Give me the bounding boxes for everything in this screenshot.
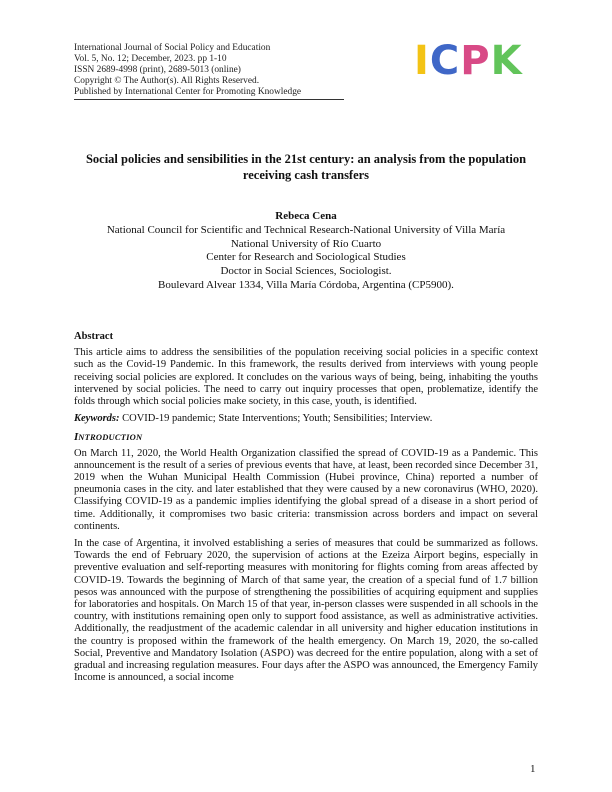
keywords [74,413,538,425]
author-affiliation: National University of Río Cuarto [230,237,382,250]
keywords-text: COVID-19 pandemic; State Interventions; Youth; Sensibilities; Interview. [119,413,433,425]
abstract-heading: Abstract [74,331,114,342]
page-number: 1 [530,763,536,775]
logo-letter-c: C [429,38,461,84]
intro-paragraph: In the case of Argentina, it involved establishing a series of measures that could be summarized as follows. Towards the end of February 2020, the supervision of actions at the Ezeiza Airport begins, especially in preventive evaluation and self-reporting measures with monitoring for flights coming from areas affected by COVID-19. Towards the beginning of March of that same year, the creation of a special fund of 1.7 billion pesos was announced with the purpose of strengthening the possibilities of acquiring equipment and supplies for laboratories and hospitals. On March 15 of that year, in-person classes were suspended in all schools in the country, with institutions remaining open only to support food assistance, as well as administrative activities. Additionally, the readjustment of the academic calendar in all university and higher education institutions in the country is proposed within the framework of the health emergency. On March 19, 2020, the so-called Social, Preventive and Mandatory Isolation (ASPO) was decreed for the entire population, along with a set of gradual and increasing regulation measures. Four days after the ASPO was announced, the Emergency Family Income is announced, a social income [74,538,538,684]
header-divider [74,99,344,100]
author-degree: Doctor in Social Sciences, Sociologist. [220,265,392,278]
icpk-logo [414,39,523,83]
introduction-heading: INTRODUCTION [74,431,143,444]
paper-title: Social policies and sensibilities in the 21st century: an analysis from the population receiving cash transfers [85,152,527,182]
journal-name: International Journal of Social Policy and Education [74,43,271,53]
journal-publisher: Published by International Center for Promoting Knowledge [74,87,302,97]
logo-letter-p: P [460,38,491,84]
author-affiliation: Center for Research and Sociological Studies [206,251,406,264]
logo-letter-i: I [414,38,430,84]
keywords-label: Keywords: [74,413,120,425]
paper-body [74,331,538,684]
logo-letter-k: K [490,38,523,84]
journal-volume: Vol. 5, No. 12; December, 2023. pp 1-10 [74,54,227,64]
abstract-text: This article aims to address the sensibilities of the population receiving social policies in a specific context such as the Covid-19 Pandemic. In this framework, the results derived from interviews with young people receiving social policies are explored. It concludes on the various ways of being, being, inhabiting the youths intervened by social policies. The need to carry out inquiry processes that open, problematize, identify the folds through which social policies make society, in this case, youth, is identified. [74,347,538,408]
journal-header [74,43,344,98]
journal-copyright: Copyright © The Author(s). All Rights Reserved. [74,76,260,86]
author-block [74,210,538,293]
author-address: Boulevard Alvear 1334, Villa María Córdoba, Argentina (CP5900). [158,278,454,291]
author-affiliation: National Council for Scientific and Technical Research-National University of Villa María [106,223,506,236]
author-name: Rebeca Cena [275,210,337,222]
journal-issn: ISSN 2689-4998 (print), 2689-5013 (online) [74,65,241,75]
intro-paragraph: On March 11, 2020, the World Health Organization classified the spread of COVID-19 as a Pandemic. This announcement is the result of a series of previous events that have, at least, been recorded since December 31, 2019 when the Wuhan Municipal Health Commission (Hubei province, China) reported a number of pneumonia cases in the city. and later established that they were caused by a new coronavirus (WHO, 2020). Classifying COVID-19 as a pandemic implies identifying the global spread of a disease in a short period of time. Additionally, it compromises two basic criteria: transmission across borders and impact on several continents. [74,447,538,532]
